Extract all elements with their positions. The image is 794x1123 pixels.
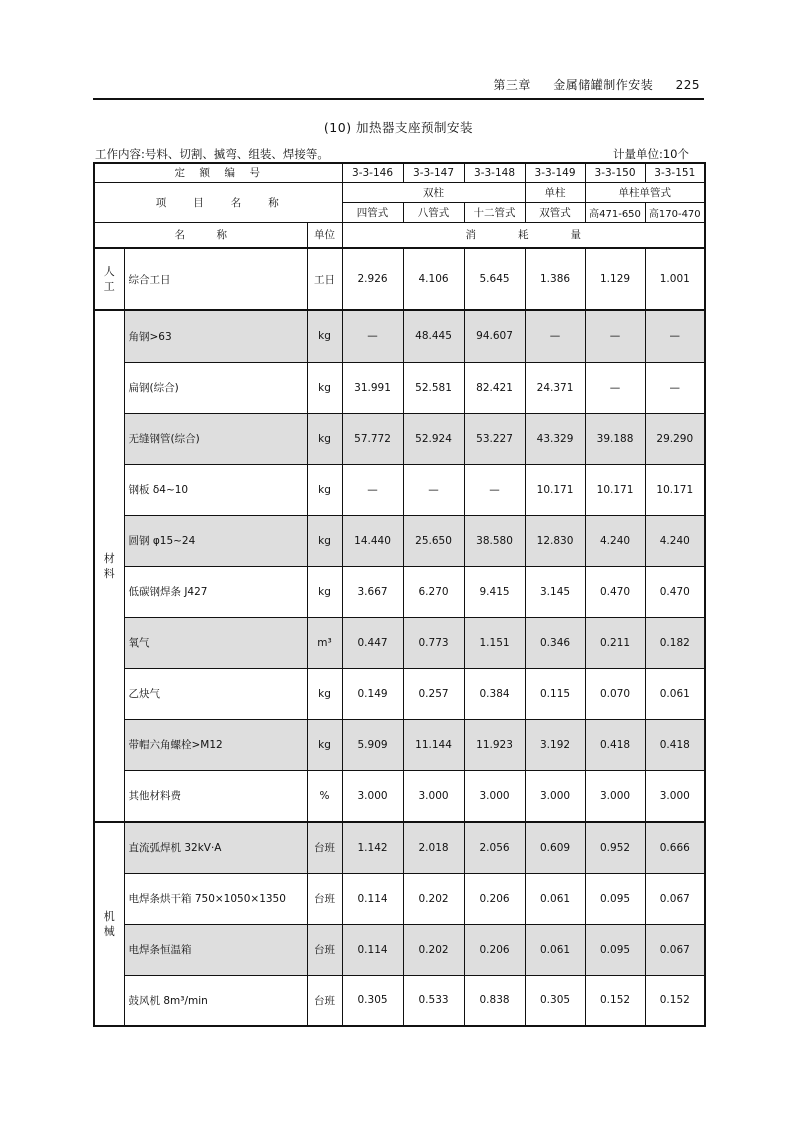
item-name: 扁钢(综合) bbox=[124, 362, 307, 413]
subhead-cell: 十二管式 bbox=[464, 202, 525, 222]
item-name: 电焊条恒温箱 bbox=[124, 924, 307, 975]
code-cell: 3-3-150 bbox=[585, 163, 645, 182]
table-row bbox=[94, 719, 705, 770]
code-cell: 3-3-147 bbox=[403, 163, 464, 182]
value-cell: — bbox=[645, 362, 705, 413]
value-cell: 0.305 bbox=[525, 975, 585, 1026]
value-cell: 0.384 bbox=[464, 668, 525, 719]
value-cell: 1.129 bbox=[585, 248, 645, 310]
table-row bbox=[94, 413, 705, 464]
value-cell: 52.924 bbox=[403, 413, 464, 464]
value-cell: 38.580 bbox=[464, 515, 525, 566]
value-cell: 0.609 bbox=[525, 822, 585, 873]
item-unit: kg bbox=[307, 566, 342, 617]
item-unit: % bbox=[307, 770, 342, 822]
item-name: 其他材料费 bbox=[124, 770, 307, 822]
item-unit: 台班 bbox=[307, 975, 342, 1026]
value-cell: 3.000 bbox=[342, 770, 403, 822]
item-name: 电焊条烘干箱 750×1050×1350 bbox=[124, 873, 307, 924]
value-cell: 3.000 bbox=[525, 770, 585, 822]
value-cell: 0.114 bbox=[342, 924, 403, 975]
value-cell: 48.445 bbox=[403, 310, 464, 362]
value-cell: 0.257 bbox=[403, 668, 464, 719]
chapter-label: 第三章 bbox=[493, 78, 531, 92]
value-cell: 0.067 bbox=[645, 873, 705, 924]
value-cell: 0.061 bbox=[525, 873, 585, 924]
value-cell: 0.070 bbox=[585, 668, 645, 719]
value-cell: 4.240 bbox=[645, 515, 705, 566]
value-cell: 94.607 bbox=[464, 310, 525, 362]
value-cell: 43.329 bbox=[525, 413, 585, 464]
unit-column-header: 单位 bbox=[307, 222, 342, 248]
value-cell: — bbox=[403, 464, 464, 515]
value-cell: 1.386 bbox=[525, 248, 585, 310]
table-row bbox=[94, 464, 705, 515]
item-name: 综合工日 bbox=[124, 248, 307, 310]
item-unit: 台班 bbox=[307, 924, 342, 975]
value-cell: 0.533 bbox=[403, 975, 464, 1026]
value-cell: 24.371 bbox=[525, 362, 585, 413]
value-cell: 0.470 bbox=[645, 566, 705, 617]
category-cell bbox=[94, 822, 124, 1026]
value-cell: 1.001 bbox=[645, 248, 705, 310]
table-row bbox=[94, 770, 705, 822]
chapter-title: 金属储罐制作安装 bbox=[553, 78, 654, 92]
table-row bbox=[94, 668, 705, 719]
code-cell: 3-3-151 bbox=[645, 163, 705, 182]
item-name: 氧气 bbox=[124, 617, 307, 668]
value-cell: 0.202 bbox=[403, 873, 464, 924]
value-cell: 0.838 bbox=[464, 975, 525, 1026]
page-header bbox=[93, 72, 704, 100]
value-cell: 0.773 bbox=[403, 617, 464, 668]
item-unit: kg bbox=[307, 668, 342, 719]
group-header-single: 单柱 bbox=[525, 182, 585, 202]
value-cell: 0.305 bbox=[342, 975, 403, 1026]
value-cell: 11.144 bbox=[403, 719, 464, 770]
value-cell: 10.171 bbox=[585, 464, 645, 515]
category-char: 料 bbox=[103, 567, 115, 580]
value-cell: 3.000 bbox=[585, 770, 645, 822]
item-name: 直流弧焊机 32kV·A bbox=[124, 822, 307, 873]
value-cell: — bbox=[342, 464, 403, 515]
value-cell: 2.926 bbox=[342, 248, 403, 310]
table-row bbox=[94, 248, 705, 310]
item-name: 角钢>63 bbox=[124, 310, 307, 362]
category-char: 人 bbox=[103, 265, 115, 278]
item-name: 乙炔气 bbox=[124, 668, 307, 719]
table-row bbox=[94, 924, 705, 975]
value-cell: 12.830 bbox=[525, 515, 585, 566]
category-char: 机 bbox=[103, 910, 115, 923]
work-content: 工作内容:号料、切割、揻弯、组装、焊接等。 bbox=[95, 147, 329, 161]
value-cell: 0.095 bbox=[585, 924, 645, 975]
subhead-cell: 四管式 bbox=[342, 202, 403, 222]
value-cell: 0.206 bbox=[464, 873, 525, 924]
name-column-header: 名 称 bbox=[94, 222, 307, 248]
item-unit: kg bbox=[307, 413, 342, 464]
category-char: 械 bbox=[103, 925, 115, 938]
value-cell: 3.667 bbox=[342, 566, 403, 617]
item-unit: kg bbox=[307, 719, 342, 770]
measure-unit: 计量单位:10个 bbox=[612, 147, 689, 161]
value-cell: 0.061 bbox=[525, 924, 585, 975]
item-unit: m³ bbox=[307, 617, 342, 668]
value-cell: 4.240 bbox=[585, 515, 645, 566]
item-name: 带帽六角螺栓>M12 bbox=[124, 719, 307, 770]
value-cell: 0.095 bbox=[585, 873, 645, 924]
subhead-cell: 双管式 bbox=[525, 202, 585, 222]
value-cell: 53.227 bbox=[464, 413, 525, 464]
value-cell: 0.346 bbox=[525, 617, 585, 668]
value-cell: 82.421 bbox=[464, 362, 525, 413]
code-cell: 3-3-146 bbox=[342, 163, 403, 182]
group-header-double: 双柱 bbox=[342, 182, 525, 202]
value-cell: 5.909 bbox=[342, 719, 403, 770]
value-cell: 0.666 bbox=[645, 822, 705, 873]
item-name: 鼓风机 8m³/min bbox=[124, 975, 307, 1026]
value-cell: 31.991 bbox=[342, 362, 403, 413]
table-row bbox=[94, 873, 705, 924]
value-cell: 3.000 bbox=[403, 770, 464, 822]
table-row bbox=[94, 822, 705, 873]
value-cell: 1.142 bbox=[342, 822, 403, 873]
value-cell: 29.290 bbox=[645, 413, 705, 464]
value-cell: 0.114 bbox=[342, 873, 403, 924]
value-cell: 0.182 bbox=[645, 617, 705, 668]
value-cell: 0.418 bbox=[645, 719, 705, 770]
table-row bbox=[94, 617, 705, 668]
value-cell: 9.415 bbox=[464, 566, 525, 617]
value-cell: 1.151 bbox=[464, 617, 525, 668]
value-cell: 2.018 bbox=[403, 822, 464, 873]
item-unit: kg bbox=[307, 362, 342, 413]
code-cell: 3-3-149 bbox=[525, 163, 585, 182]
value-cell: 5.645 bbox=[464, 248, 525, 310]
value-cell: 0.447 bbox=[342, 617, 403, 668]
subhead-cell: 高170-470 bbox=[645, 202, 705, 222]
value-cell: 0.418 bbox=[585, 719, 645, 770]
value-cell: 0.067 bbox=[645, 924, 705, 975]
value-cell: — bbox=[525, 310, 585, 362]
group-header-single-pipe: 单柱单管式 bbox=[585, 182, 705, 202]
value-cell: 0.470 bbox=[585, 566, 645, 617]
value-cell: 0.202 bbox=[403, 924, 464, 975]
category-char: 材 bbox=[103, 552, 115, 565]
value-cell: 3.145 bbox=[525, 566, 585, 617]
value-cell: 10.171 bbox=[525, 464, 585, 515]
value-cell: — bbox=[342, 310, 403, 362]
section-title: (10) 加热器支座预制安装 bbox=[323, 120, 474, 135]
value-cell: 10.171 bbox=[645, 464, 705, 515]
value-cell: 57.772 bbox=[342, 413, 403, 464]
value-cell: 0.152 bbox=[645, 975, 705, 1026]
item-name-label: 项 目 名 称 bbox=[94, 182, 342, 222]
category-cell bbox=[94, 248, 124, 310]
value-cell: — bbox=[464, 464, 525, 515]
value-cell: — bbox=[585, 362, 645, 413]
value-cell: 2.056 bbox=[464, 822, 525, 873]
item-unit: 台班 bbox=[307, 873, 342, 924]
table-row bbox=[94, 310, 705, 362]
code-cell: 3-3-148 bbox=[464, 163, 525, 182]
item-name: 低碳钢焊条 J427 bbox=[124, 566, 307, 617]
item-unit: 工日 bbox=[307, 248, 342, 310]
value-cell: 52.581 bbox=[403, 362, 464, 413]
table-row bbox=[94, 362, 705, 413]
consumption-column-header: 消 耗 量 bbox=[342, 222, 705, 248]
value-cell: 0.211 bbox=[585, 617, 645, 668]
quota-code-label: 定 额 编 号 bbox=[94, 163, 342, 182]
value-cell: 3.000 bbox=[645, 770, 705, 822]
page-number: 225 bbox=[675, 78, 700, 92]
quota-table bbox=[93, 162, 706, 1027]
item-name: 钢板 δ4~10 bbox=[124, 464, 307, 515]
value-cell: 0.152 bbox=[585, 975, 645, 1026]
value-cell: 25.650 bbox=[403, 515, 464, 566]
item-unit: kg bbox=[307, 310, 342, 362]
item-unit: 台班 bbox=[307, 822, 342, 873]
category-cell bbox=[94, 310, 124, 822]
category-char: 工 bbox=[103, 280, 115, 293]
value-cell: — bbox=[645, 310, 705, 362]
value-cell: 14.440 bbox=[342, 515, 403, 566]
value-cell: 39.188 bbox=[585, 413, 645, 464]
value-cell: — bbox=[585, 310, 645, 362]
value-cell: 0.206 bbox=[464, 924, 525, 975]
item-unit: kg bbox=[307, 464, 342, 515]
value-cell: 3.192 bbox=[525, 719, 585, 770]
table-row bbox=[94, 566, 705, 617]
table-row bbox=[94, 975, 705, 1026]
value-cell: 0.115 bbox=[525, 668, 585, 719]
value-cell: 4.106 bbox=[403, 248, 464, 310]
item-name: 无缝钢管(综合) bbox=[124, 413, 307, 464]
table-row bbox=[94, 515, 705, 566]
value-cell: 11.923 bbox=[464, 719, 525, 770]
running-header bbox=[475, 76, 700, 93]
item-unit: kg bbox=[307, 515, 342, 566]
subhead-cell: 八管式 bbox=[403, 202, 464, 222]
value-cell: 0.149 bbox=[342, 668, 403, 719]
value-cell: 3.000 bbox=[464, 770, 525, 822]
value-cell: 0.952 bbox=[585, 822, 645, 873]
value-cell: 0.061 bbox=[645, 668, 705, 719]
value-cell: 6.270 bbox=[403, 566, 464, 617]
subhead-cell: 高471-650 bbox=[585, 202, 645, 222]
item-name: 圆钢 φ15~24 bbox=[124, 515, 307, 566]
